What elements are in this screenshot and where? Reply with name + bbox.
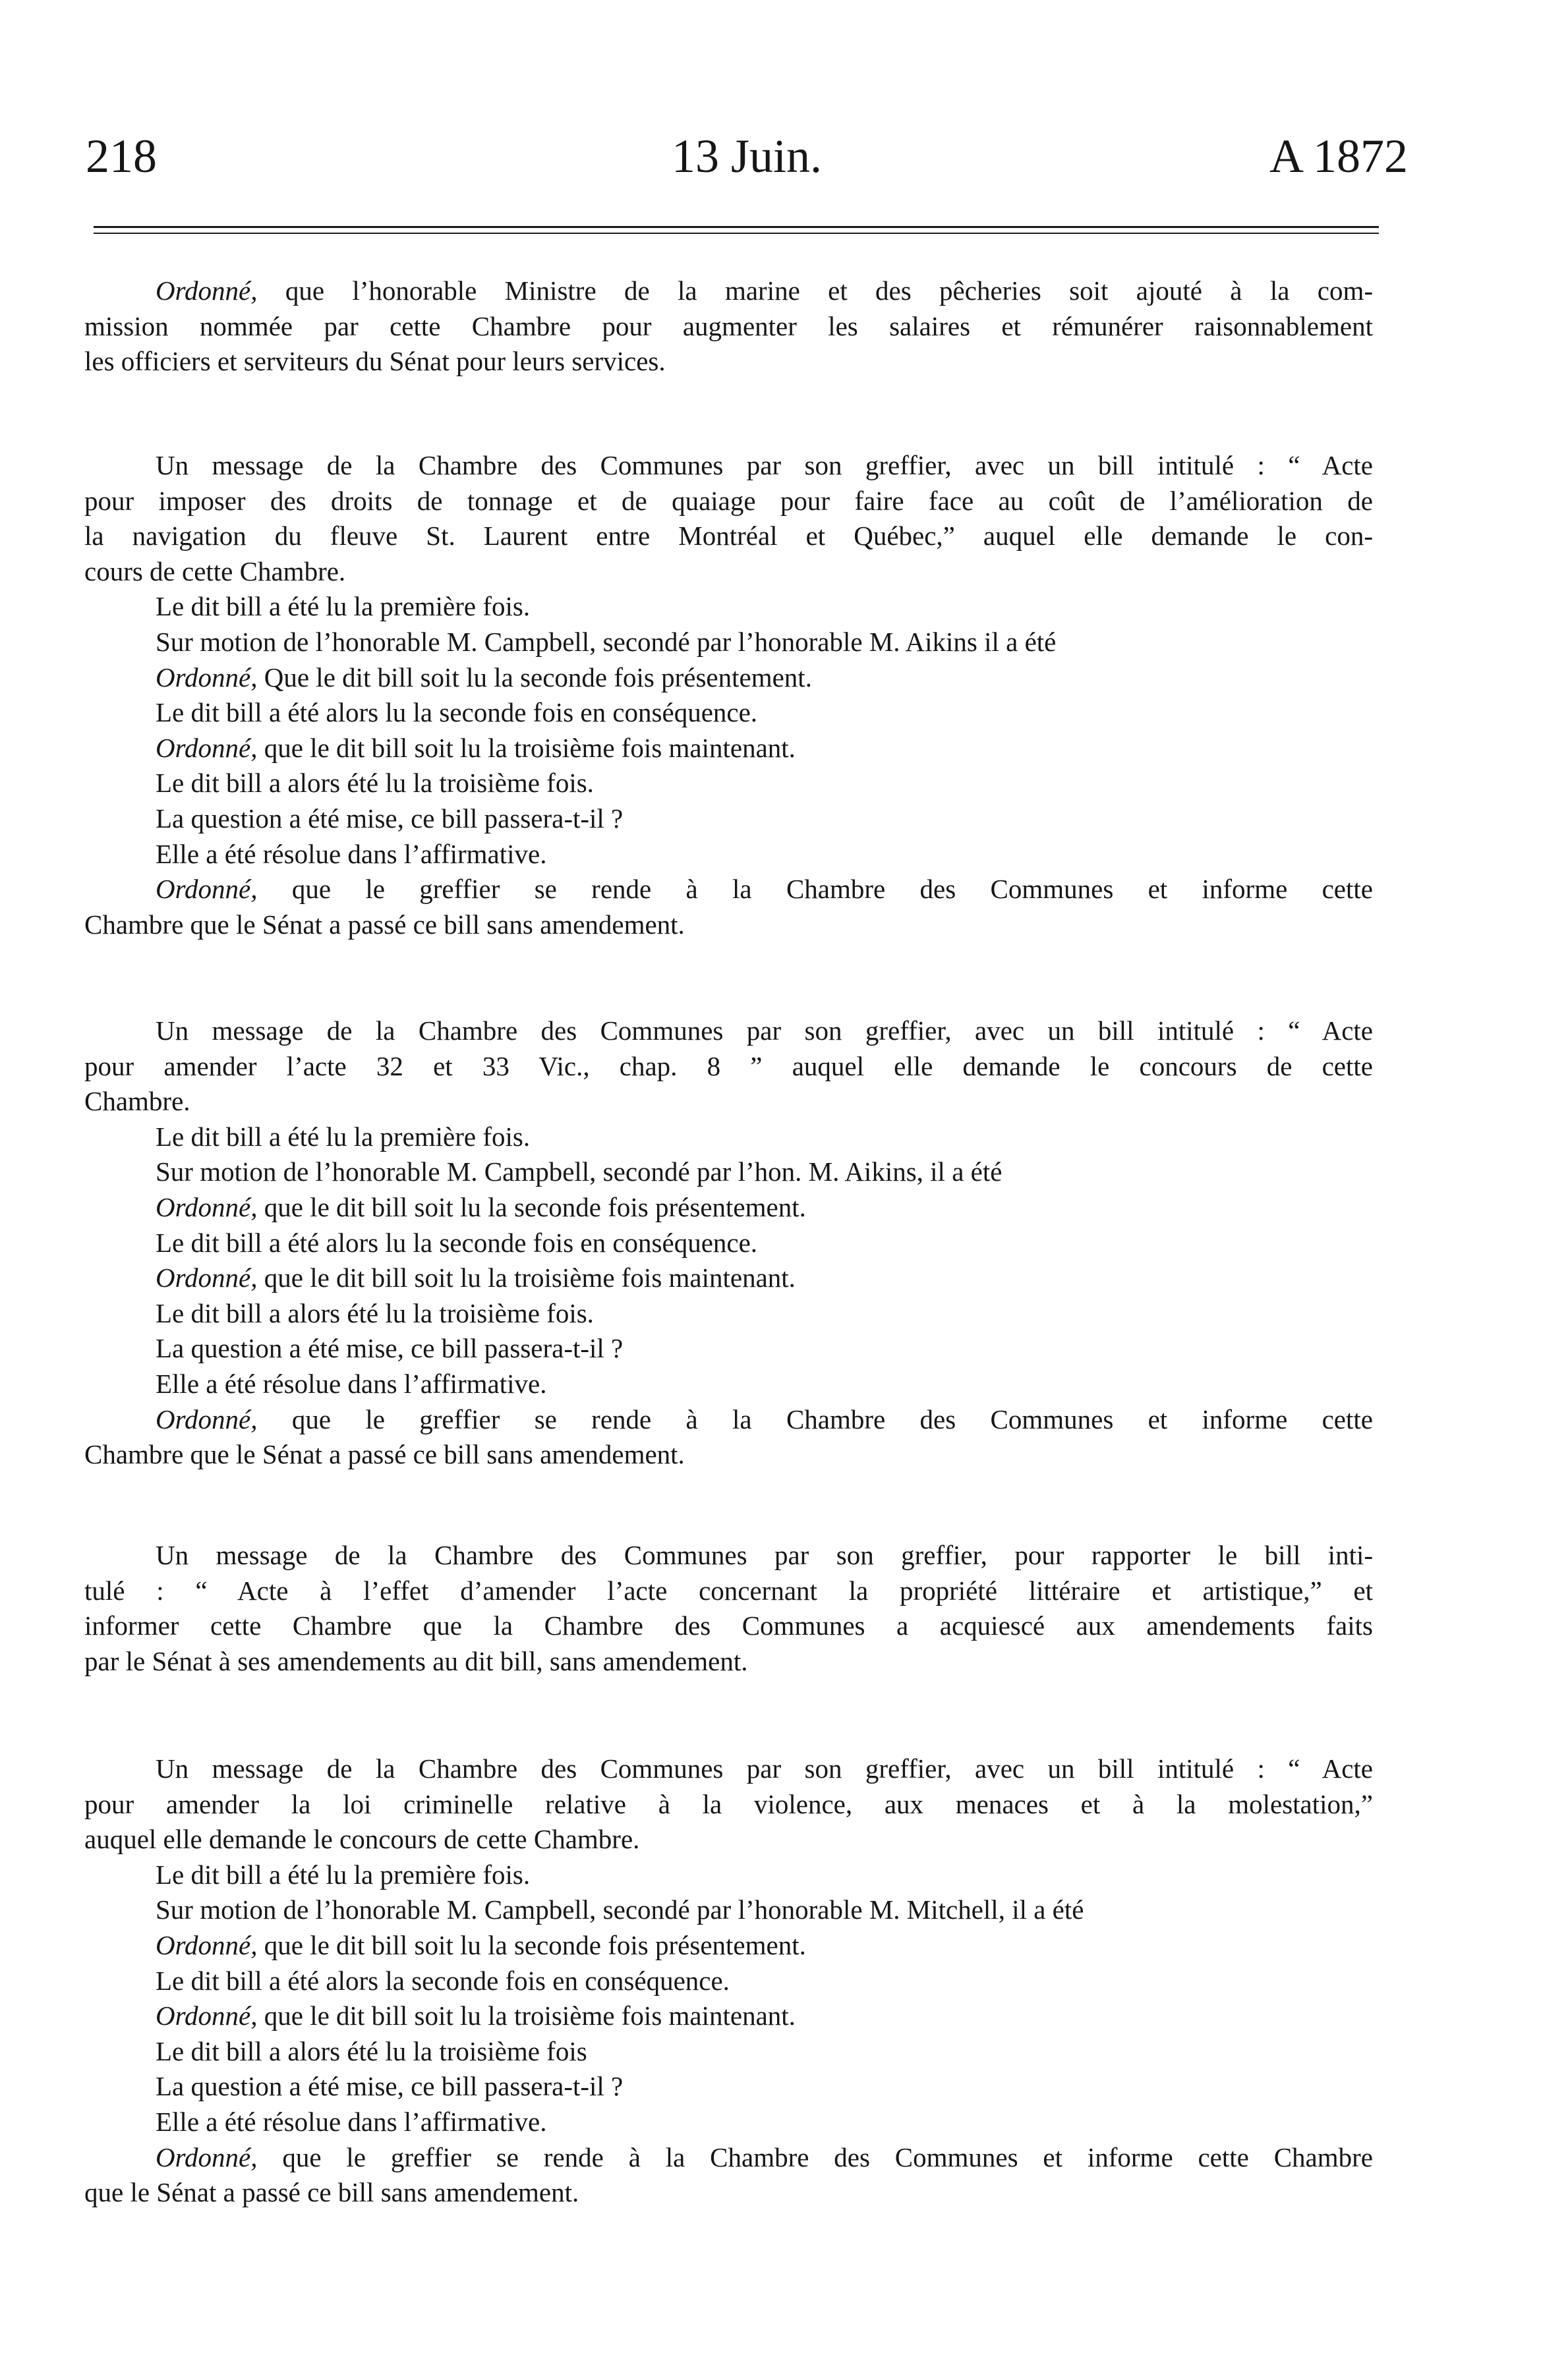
text-line: pour imposer des droits de tonnage et de quaiage pour faire face au coût de l’amélioration de	[84, 485, 1373, 516]
text-line: Elle a été résolue dans l’affirmative.	[156, 2106, 547, 2137]
text-line: Le dit bill a été alors la seconde fois en conséquence.	[156, 1965, 730, 1996]
page-number: 218	[86, 130, 157, 183]
text-line: Chambre que le Sénat a passé ce bill sans amendement.	[84, 1439, 685, 1470]
text-line: Sur motion de l’honorable M. Campbell, secondé par l’honorable M. Mitchell, il a été	[156, 1894, 1084, 1925]
text-line: Le dit bill a été alors lu la seconde fois en conséquence.	[156, 697, 758, 728]
text-line: La question a été mise, ce bill passera-t-il ?	[156, 803, 624, 834]
text-line: pour amender l’acte 32 et 33 Vic., chap. 8 ” auquel elle demande le concours de cette	[84, 1050, 1373, 1081]
text-line: Le dit bill a été lu la première fois.	[156, 1859, 531, 1890]
text-line: Sur motion de l’honorable M. Campbell, secondé par l’honorable M. Aikins il a été	[156, 626, 1057, 657]
text-line: Le dit bill a alors été lu la troisième fois.	[156, 1297, 594, 1328]
text-line: Un message de la Chambre des Communes par son greffier, avec un bill intitulé : “ Acte	[156, 1015, 1373, 1046]
page-header	[86, 129, 1408, 202]
header-rule	[94, 226, 1379, 228]
text-line: Ordonné, que le greffier se rende à la Chambre des Communes et informe cette Chambre	[156, 2141, 1373, 2172]
text-line: Ordonné, que le greffier se rende à la Chambre des Communes et informe cette	[156, 1403, 1373, 1434]
text-line: Chambre que le Sénat a passé ce bill sans amendement.	[84, 909, 685, 940]
text-line: Un message de la Chambre des Communes par son greffier, avec un bill intitulé : “ Acte	[156, 1753, 1373, 1784]
entry-criminal-law-bill	[84, 1751, 1373, 2211]
text-line: Le dit bill a été lu la première fois.	[156, 1121, 531, 1152]
header-date: 13 Juin.	[671, 130, 823, 183]
text-line: pour amender la loi criminelle relative à la violence, aux menaces et à la molestation,”	[84, 1788, 1373, 1819]
text-line: la navigation du fleuve St. Laurent entre Montréal et Québec,” auquel elle demande le con-	[84, 521, 1373, 552]
text-line: cours de cette Chambre.	[84, 555, 346, 586]
text-line: par le Sénat à ses amendements au dit bill, sans amendement.	[84, 1645, 748, 1676]
text-line: tulé : “ Acte à l’effet d’amender l’acte concernant la propriété littéraire et artistique,” et	[84, 1575, 1373, 1606]
entry-vic-chap8-bill	[84, 1013, 1373, 1473]
entry-copyright-bill	[84, 1538, 1373, 1679]
header-rule-thin	[94, 233, 1379, 234]
text-line: Ordonné, que l’honorable Ministre de la marine et des pêcheries soit ajouté à la com-	[156, 275, 1373, 306]
text-line: Ordonné, Que le dit bill soit lu la seconde fois présentement.	[156, 662, 812, 693]
entry-tonnage-bill	[84, 448, 1373, 942]
text-line: La question a été mise, ce bill passera-t-il ?	[156, 1333, 624, 1364]
text-line: Sur motion de l’honorable M. Campbell, secondé par l’hon. M. Aikins, il a été	[156, 1156, 1003, 1187]
text-line: Chambre.	[84, 1086, 190, 1117]
text-line: Le dit bill a alors été lu la troisième fois.	[156, 768, 594, 799]
text-line: Ordonné, que le dit bill soit lu la troisième fois maintenant.	[156, 1262, 796, 1293]
text-line: Le dit bill a été alors lu la seconde fois en conséquence.	[156, 1227, 758, 1258]
text-line: La question a été mise, ce bill passera-t-il ?	[156, 2071, 624, 2102]
text-line: mission nommée par cette Chambre pour augmenter les salaires et rémunérer raisonnablement	[84, 310, 1373, 341]
text-line: Ordonné, que le dit bill soit lu la troisième fois maintenant.	[156, 2000, 796, 2031]
text-line: Elle a été résolue dans l’affirmative.	[156, 838, 547, 869]
text-line: informer cette Chambre que la Chambre des Communes a acquiescé aux amendements faits	[84, 1610, 1373, 1641]
text-line: Ordonné, que le dit bill soit lu la seconde fois présentement.	[156, 1191, 806, 1222]
header-year: A 1872	[1269, 130, 1408, 183]
text-line: Ordonné, que le greffier se rende à la Chambre des Communes et informe cette	[156, 874, 1373, 905]
text-line: les officiers et serviteurs du Sénat pour leurs services.	[84, 346, 666, 377]
text-line: Ordonné, que le dit bill soit lu la seconde fois présentement.	[156, 1929, 806, 1960]
text-line: Le dit bill a alors été lu la troisième fois	[156, 2035, 587, 2066]
text-line: Elle a été résolue dans l’affirmative.	[156, 1368, 547, 1399]
text-line: que le Sénat a passé ce bill sans amendement.	[84, 2177, 579, 2208]
text-line: Un message de la Chambre des Communes par son greffier, avec un bill intitulé : “ Acte	[156, 450, 1373, 480]
text-line: auquel elle demande le concours de cette Chambre.	[84, 1824, 640, 1855]
text-line: Le dit bill a été lu la première fois.	[156, 591, 531, 622]
text-line: Ordonné, que le dit bill soit lu la troisième fois maintenant.	[156, 732, 796, 763]
entry-minister-added	[84, 273, 1373, 380]
text-line: Un message de la Chambre des Communes par son greffier, pour rapporter le bill inti-	[156, 1540, 1373, 1570]
